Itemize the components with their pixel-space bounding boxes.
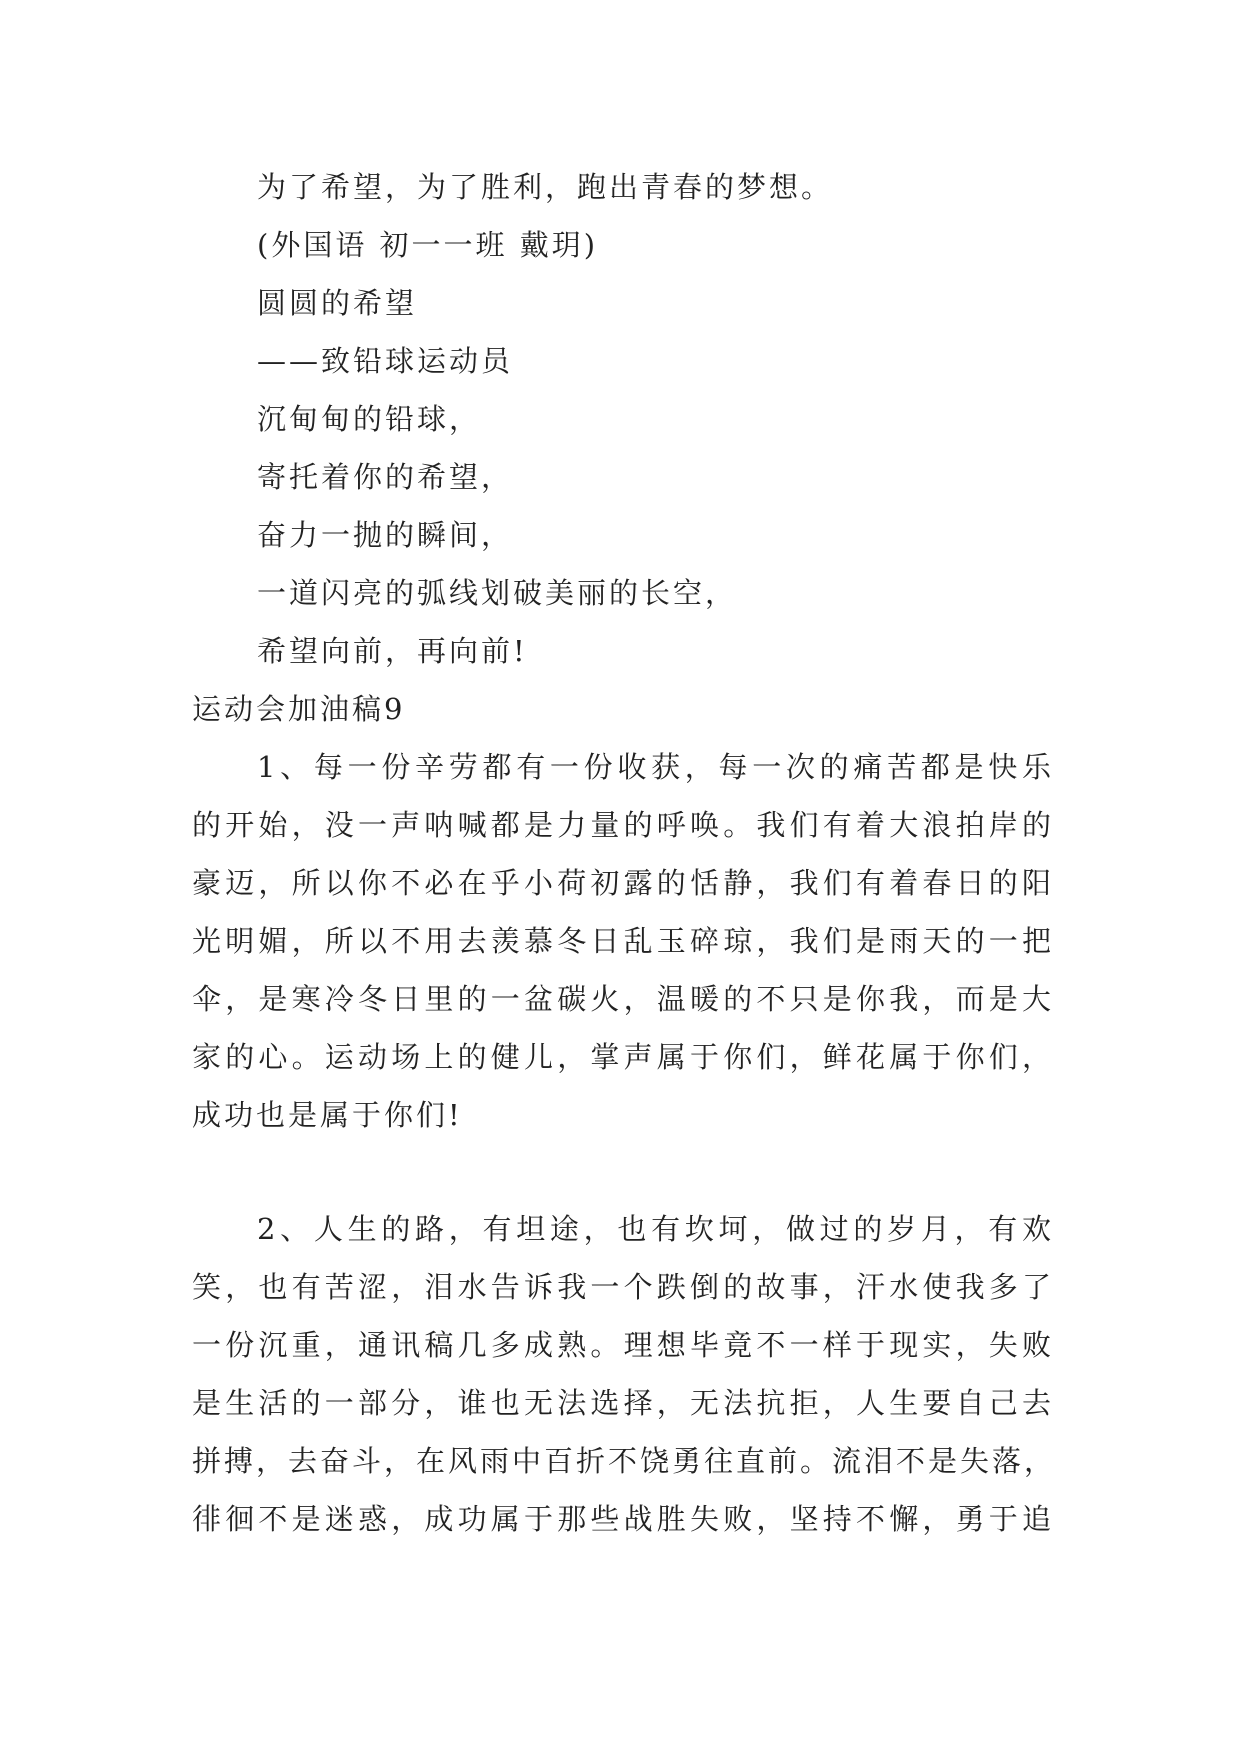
paragraph-line: 豪迈，所以你不必在乎小荷初露的恬静，我们有着春日的阳 — [192, 866, 1054, 900]
poem-title: 圆圆的希望 — [257, 286, 418, 320]
poem-subtitle: ——致铅球运动员 — [257, 344, 514, 378]
paragraph-line: 一份沉重，通讯稿几多成熟。理想毕竟不一样于现实，失败 — [192, 1328, 1054, 1362]
poem-line: 沉甸甸的铅球， — [257, 402, 482, 436]
paragraph-line: 光明媚，所以不用去羡慕冬日乱玉碎琼，我们是雨天的一把 — [192, 924, 1054, 958]
paragraph-line: 笑，也有苦涩，泪水告诉我一个跌倒的故事，汗水使我多了 — [192, 1270, 1054, 1304]
paragraph-line: 拼搏，去奋斗，在风雨中百折不饶勇往直前。流泪不是失落， — [192, 1444, 1057, 1478]
poem-line: 一道闪亮的弧线划破美丽的长空， — [257, 576, 738, 610]
paragraph-line: 1、每一份辛劳都有一份收获，每一次的痛苦都是快乐 — [257, 750, 1054, 784]
section-heading: 运动会加油稿9 — [192, 692, 406, 726]
paragraph-line: 伞，是寒冷冬日里的一盆碳火，温暖的不只是你我，而是大 — [192, 982, 1054, 1016]
poem-author: (外国语 初一一班 戴玥) — [257, 228, 599, 262]
poem-closing-line: 为了希望，为了胜利，跑出青春的梦想。 — [257, 170, 834, 204]
poem-line: 希望向前，再向前! — [257, 634, 528, 668]
paragraph-line: 徘徊不是迷惑，成功属于那些战胜失败，坚持不懈，勇于追 — [192, 1502, 1054, 1536]
poem-line: 奋力一抛的瞬间， — [257, 518, 514, 552]
paragraph-line: 成功也是属于你们! — [192, 1098, 463, 1132]
paragraph-line: 家的心。运动场上的健儿，掌声属于你们，鲜花属于你们， — [192, 1040, 1054, 1074]
poem-line: 寄托着你的希望， — [257, 460, 514, 494]
paragraph-line: 是生活的一部分，谁也无法选择，无法抗拒，人生要自己去 — [192, 1386, 1054, 1420]
paragraph-line: 的开始，没一声呐喊都是力量的呼唤。我们有着大浪拍岸的 — [192, 808, 1054, 842]
paragraph-line: 2、人生的路，有坦途，也有坎坷，做过的岁月，有欢 — [257, 1212, 1054, 1246]
